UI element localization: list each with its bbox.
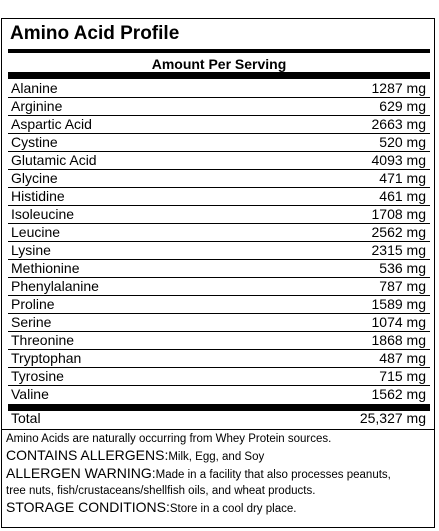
allergen-warning-note [6, 465, 434, 483]
row-amount: 1868 mg [371, 332, 426, 348]
notes-section [6, 431, 434, 517]
row-amount: 487 mg [379, 350, 426, 366]
row-name: Phenylalanine [11, 278, 99, 294]
table-row [8, 350, 430, 368]
warning-text-continued: tree nuts, fish/crustaceans/shellfish oils, and wheat products. [6, 485, 316, 497]
row-name: Lysine [11, 242, 51, 258]
total-row [8, 408, 430, 428]
row-amount: 461 mg [379, 188, 426, 204]
table-row [8, 296, 430, 314]
header-divider [8, 72, 430, 79]
row-amount: 536 mg [379, 260, 426, 276]
row-name: Methionine [11, 260, 80, 276]
row-amount: 1589 mg [371, 296, 426, 312]
row-amount: 629 mg [379, 98, 426, 114]
storage-text: Store in a cool dry place. [169, 503, 297, 515]
row-amount: 4093 mg [371, 152, 426, 168]
table-row [8, 278, 430, 296]
row-amount: 2663 mg [371, 116, 426, 132]
row-name: Glycine [11, 170, 58, 186]
table-row [8, 224, 430, 242]
table-row [8, 98, 430, 116]
row-name: Tryptophan [11, 350, 82, 366]
table-row [8, 152, 430, 170]
row-name: Tyrosine [11, 368, 64, 384]
row-name: Leucine [11, 224, 61, 240]
row-name: Cystine [11, 134, 58, 150]
row-name: Serine [11, 314, 52, 330]
row-amount: 2562 mg [371, 224, 426, 240]
table-row [8, 206, 430, 224]
row-name: Threonine [11, 332, 75, 348]
title-divider [8, 49, 430, 53]
row-amount: 2315 mg [371, 242, 426, 258]
row-amount: 1287 mg [371, 80, 426, 96]
row-amount: 1562 mg [371, 386, 426, 402]
allergens-label: CONTAINS ALLERGENS: [6, 447, 169, 463]
row-name: Aspartic Acid [11, 116, 92, 132]
amount-per-serving-header: Amount Per Serving [151, 56, 287, 72]
table-row [8, 386, 430, 404]
table-row [8, 80, 430, 98]
table-row [8, 260, 430, 278]
row-name: Isoleucine [11, 206, 75, 222]
row-name: Valine [11, 386, 49, 402]
row-amount: 471 mg [379, 170, 426, 186]
row-amount: 715 mg [379, 368, 426, 384]
table-row [8, 188, 430, 206]
table-row [8, 242, 430, 260]
allergens-text: Milk, Egg, and Soy [168, 451, 265, 463]
warning-text: Made in a facility that also processes peanuts, [155, 469, 391, 481]
warning-label: ALLERGEN WARNING: [6, 465, 156, 481]
table-row [8, 314, 430, 332]
row-amount: 1708 mg [371, 206, 426, 222]
source-note: Amino Acids are naturally occurring from Whey Protein sources. [6, 433, 332, 445]
allergens-note [6, 447, 434, 465]
row-name: Alanine [11, 80, 58, 96]
row-name: Proline [11, 296, 55, 312]
amino-acid-list [8, 80, 430, 404]
table-row [8, 170, 430, 188]
row-name: Glutamic Acid [11, 152, 97, 168]
row-amount: 787 mg [379, 278, 426, 294]
table-row [8, 116, 430, 134]
notes-divider [2, 429, 434, 430]
storage-note [6, 499, 434, 517]
table-row [8, 134, 430, 152]
row-amount: 1074 mg [371, 314, 426, 330]
storage-label: STORAGE CONDITIONS: [6, 499, 170, 515]
table-row [8, 368, 430, 386]
table-row [8, 332, 430, 350]
total-label: Total [11, 410, 41, 426]
amino-acid-profile-panel [1, 18, 435, 528]
row-name: Histidine [11, 188, 65, 204]
row-amount: 520 mg [379, 134, 426, 150]
panel-title: Amino Acid Profile [10, 23, 180, 44]
row-name: Arginine [11, 98, 63, 114]
total-amount: 25,327 mg [359, 410, 426, 426]
